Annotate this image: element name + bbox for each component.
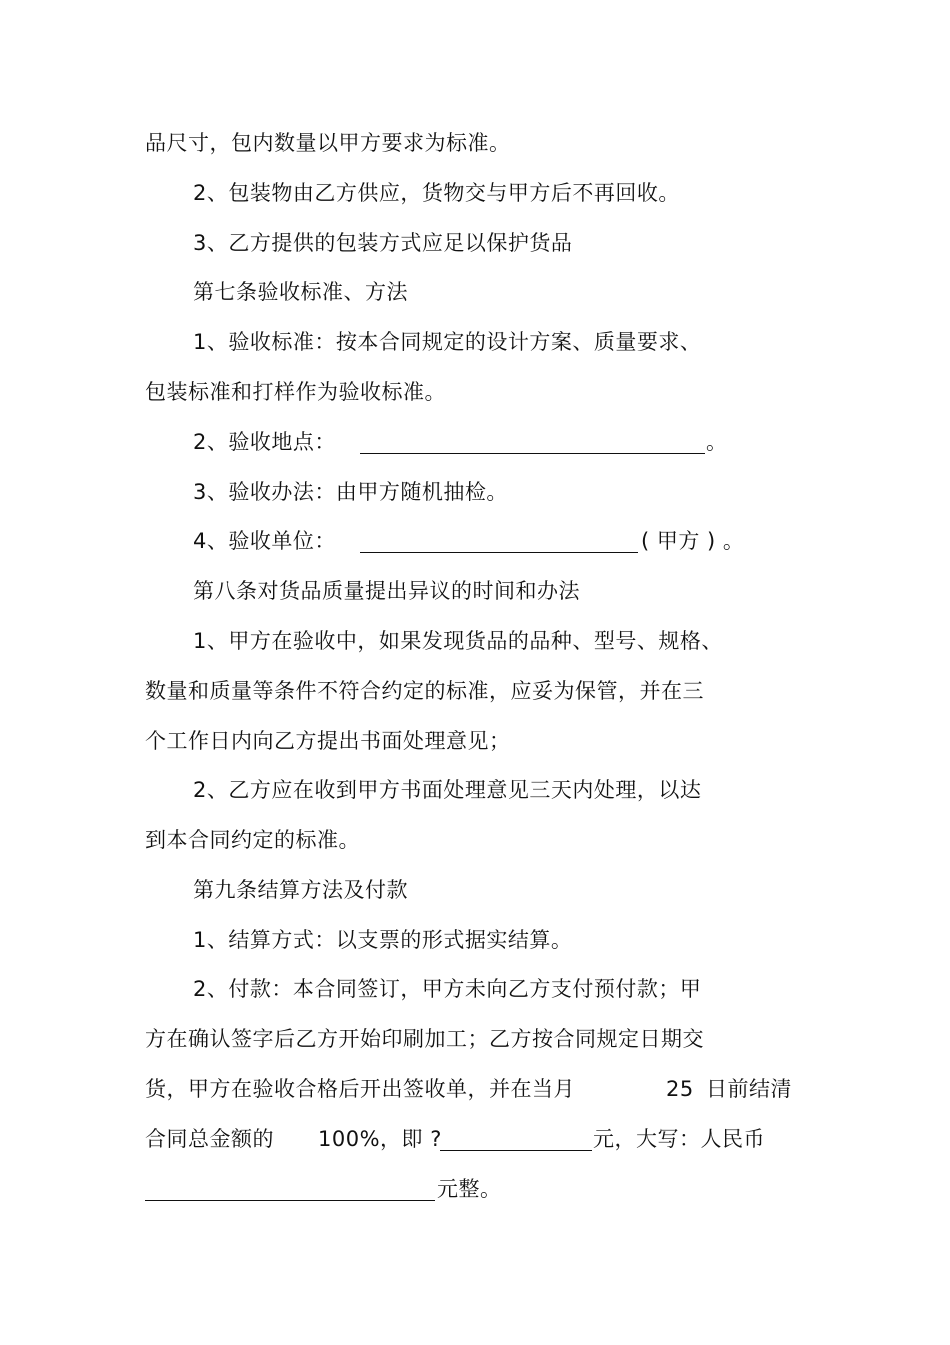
text-line: 合同总金额的 (145, 1127, 274, 1151)
fill-in-blank (360, 434, 705, 454)
section-heading: 第七条验收标准、方法 (193, 280, 408, 304)
text-line: 包装标准和打样作为验收标准。 (145, 380, 446, 404)
text-line (193, 427, 336, 457)
text-line: 3、乙方提供的包装方式应足以保护货品 (193, 231, 573, 255)
text-line: 1、甲方在验收中，如果发现货品的品种、型号、规格、 (193, 629, 723, 653)
text-line: 2、包装物由乙方供应，货物交与甲方后不再回收。 (193, 181, 680, 205)
text-line: 货，甲方在验收合格后开出签收单，并在当月 (145, 1077, 575, 1101)
text-line: 1、结算方式：以支票的形式据实结算。 (193, 928, 573, 952)
text-line: 2、乙方应在收到甲方书面处理意见三天内处理，以达 (193, 778, 702, 802)
text-line: 个工作日内向乙方提出书面处理意见； (145, 729, 511, 753)
text-line: 数量和质量等条件不符合约定的标准，应妥为保管，并在三 (145, 679, 704, 703)
text-line: 2、付款：本合同签订，甲方未向乙方支付预付款；甲 (193, 977, 702, 1001)
text-segment: 100%，即 ? (318, 1127, 442, 1151)
text-segment: 元，大写：人民币 (593, 1127, 765, 1151)
fill-in-blank (440, 1131, 592, 1151)
text-segment: 。 (706, 430, 728, 454)
text-segment: 元整。 (437, 1177, 502, 1201)
text-line: 到本合同约定的标准。 (145, 828, 360, 852)
text-segment: 日前结清 (706, 1077, 792, 1101)
text-line: 1、验收标准：按本合同规定的设计方案、质量要求、 (193, 330, 702, 354)
text-line: 方在确认签字后乙方开始印刷加工；乙方按合同规定日期交 (145, 1027, 704, 1051)
text-segment: 25 (666, 1077, 694, 1101)
text-line: 3、验收办法：由甲方随机抽检。 (193, 480, 508, 504)
section-heading: 第九条结算方法及付款 (193, 878, 408, 902)
text-line: 品尺寸，包内数量以甲方要求为标准。 (145, 131, 511, 155)
fill-in-blank (145, 1181, 435, 1201)
text-segment: 2、验收地点： (193, 430, 336, 454)
text-segment: 4、验收单位： (193, 529, 336, 553)
text-segment: ( 甲方 ) 。 (641, 529, 745, 553)
fill-in-blank (360, 533, 638, 553)
section-heading: 第八条对货品质量提出异议的时间和办法 (193, 579, 580, 603)
text-line (193, 526, 336, 556)
